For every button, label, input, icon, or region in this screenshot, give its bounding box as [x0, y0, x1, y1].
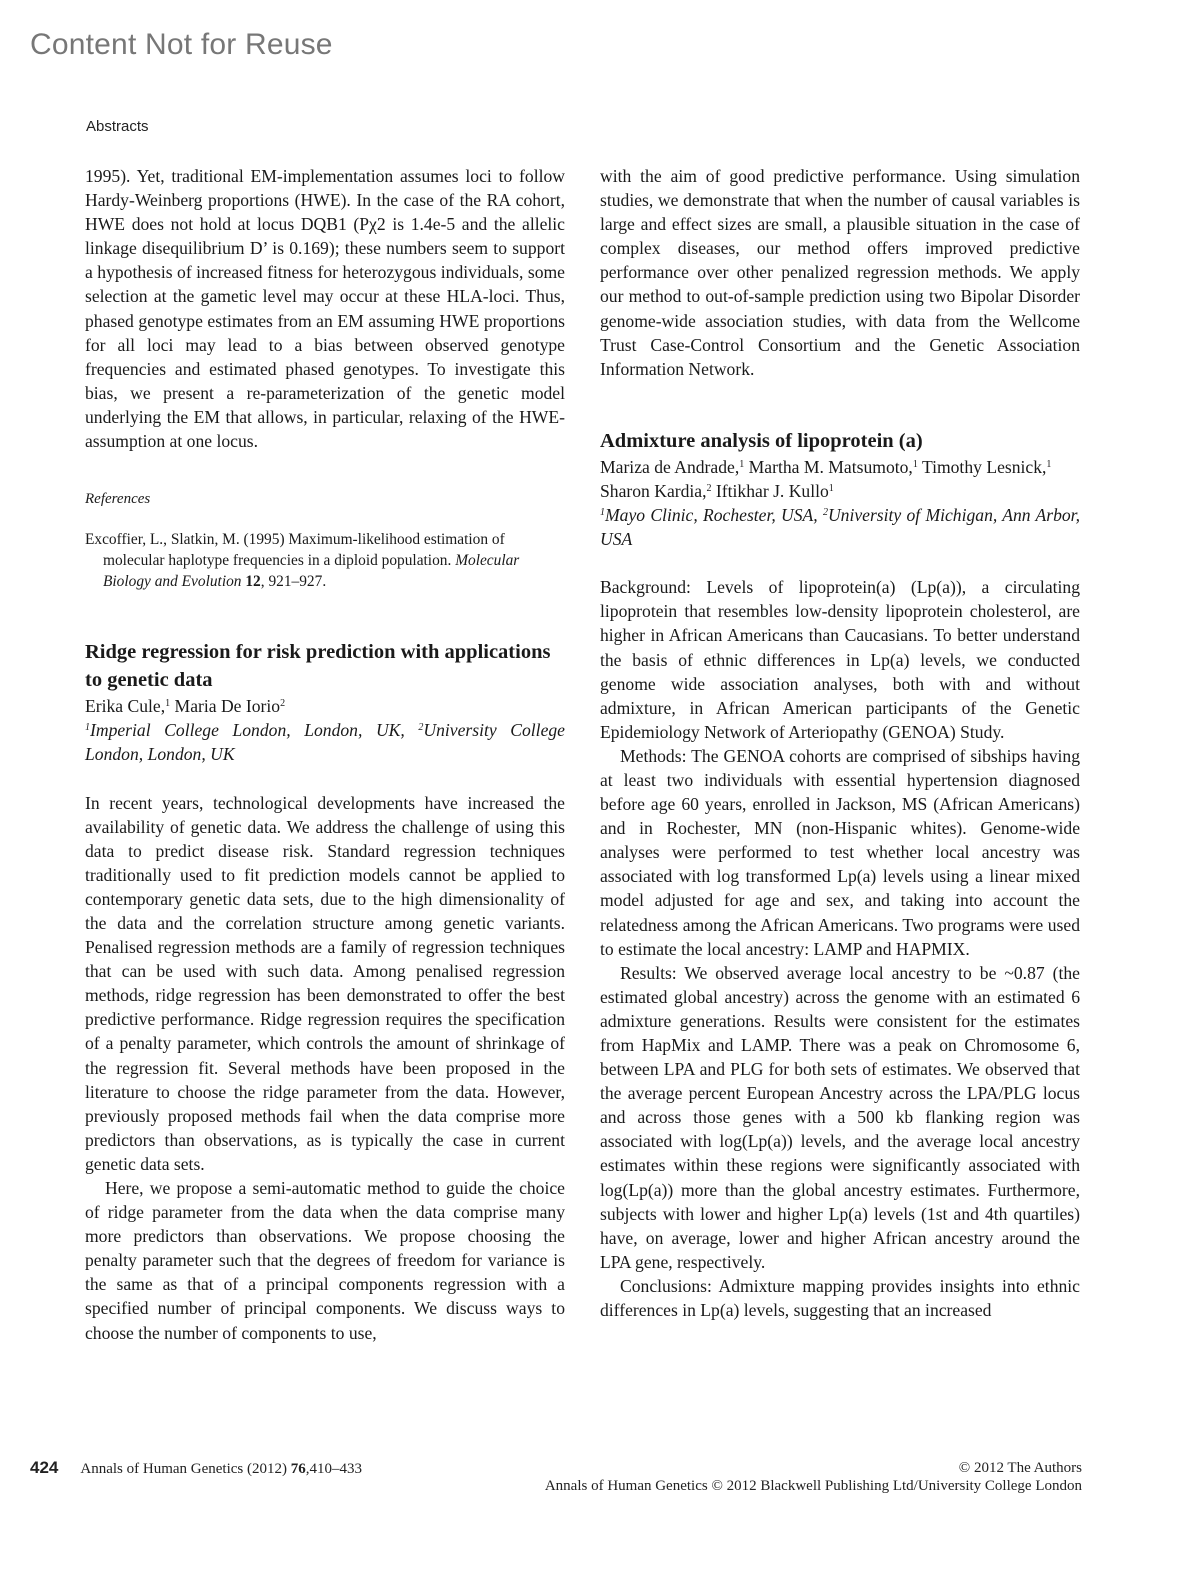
- affiliation-superscript: 1: [600, 507, 605, 519]
- affiliation: Imperial College London, London, UK,: [90, 720, 405, 741]
- reference-pages: , 921–927.: [260, 573, 327, 591]
- right-column: [600, 164, 1080, 1322]
- abstract-paragraph: In recent years, technological developments have increased the availability of genetic data. We address the challenge of using this data to predict disease risk. Standard regression techniques traditionally used to fit prediction models cannot be applied to contemporary genetic data sets, due to the high dimensionality of the data and the correlation structure among genetic variants. Penalised regression methods are a family of regression techniques that can be used with such data. Among penalised regression methods, ridge regression has been demonstrated to offer the best predictive performance. Ridge regression requires the specification of a penalty parameter, which controls the amount of shrinkage of the regression fit. Several methods have been proposed in the literature to choose the ridge parameter from the data. However, previously proposed methods fail when the data comprise more predictors than observations, as is typically the case in current genetic data sets.: [85, 792, 565, 1174]
- footer-pages: ,410–433: [305, 1461, 362, 1477]
- author-name: Mariza de Andrade,: [600, 456, 740, 477]
- author-superscript: 1: [739, 458, 745, 470]
- affiliation-superscript: 2: [418, 722, 424, 734]
- article-title: Admixture analysis of lipoprotein (a): [600, 429, 923, 452]
- author-superscript: 1: [1046, 458, 1052, 470]
- author-name: Iftikhar J. Kullo: [715, 480, 829, 501]
- abstract-conclusions: Conclusions: Admixture mapping provides insights into ethnic differences in Lp(a) levels, suggesting that an increased: [600, 1275, 1080, 1321]
- page-number: 424: [30, 1458, 59, 1477]
- abstract-results: Results: We observed average local ancestry to be ~0.87 (the estimated global ancestry) across the genome with an estimated 6 admixture generations. Results were consistent for the estimates from HapMix and LAMP. There was a peak on Chromosome 6, between LPA and PLG for both sets of estimates. We observed that the average percent European Ancestry across the LPA/PLG locus and across those genes with a 500 kb flanking region was associated with log(Lp(a)) levels, and the average local ancestry estimates within these regions were significantly associated with log(Lp(a)) more than the global ancestry estimates. Furthermore, subjects with lower and higher Lp(a) levels (1st and 4th quartiles) have, on average, lower and higher African ancestry around the LPA gene, respectively.: [600, 962, 1080, 1272]
- author-name: Maria De Iorio: [174, 696, 281, 717]
- footer-copyright: © 2012 The Authors: [958, 1460, 1082, 1476]
- watermark: Content Not for Reuse: [30, 28, 333, 61]
- author-name: Sharon Kardia,: [600, 480, 707, 501]
- author-name: Martha M. Matsumoto,: [748, 456, 913, 477]
- section-label: Abstracts: [86, 118, 149, 135]
- abstract-background: Background: Levels of lipoprotein(a) (Lp(a)), a circulating lipoprotein that resembles low-density lipoprotein cholesterol, are higher in African Americans than Caucasians. To better understand the basis of ethnic differences in Lp(a) levels, we conducted genome wide association analyses, both with and without admixture, in African American participants of the Genetic Epidemiology Network of Arteriopathy (GENOA) Study.: [600, 577, 1080, 742]
- article-affiliations: [600, 503, 1080, 551]
- footer-volume: 76: [290, 1461, 306, 1477]
- author-superscript: 1: [912, 458, 918, 470]
- affiliation-superscript: 2: [822, 507, 828, 519]
- left-column: [85, 164, 565, 1345]
- article-affiliations: [85, 718, 565, 766]
- reference-entry: [85, 529, 565, 592]
- article-authors: [85, 694, 565, 718]
- author-superscript: 1: [828, 482, 834, 494]
- author-name: Erika Cule,: [85, 696, 166, 717]
- author-superscript: 1: [165, 698, 171, 710]
- author-superscript: 2: [280, 698, 286, 710]
- affiliation-superscript: 1: [85, 722, 90, 734]
- affiliation: University College London, London, UK: [85, 720, 565, 765]
- abstract-methods: Methods: The GENOA cohorts are comprised of sibships having at least two individuals with essential hypertension diagnosed before age 60 years, enrolled in Jackson, MS (African Americans) and in Rochester, MN (non-Hispanic whites). Genome-wide analyses were performed to test whether local ancestry was associated with log transformed Lp(a) levels using a linear mixed model adjusted for age and sex, and taking into account the relatedness among the African Americans. Two programs were used to estimate the local ancestry: LAMP and HAPMIX.: [600, 745, 1080, 959]
- footer-publisher: Annals of Human Genetics © 2012 Blackwell Publishing Ltd/University College London: [544, 1478, 1082, 1494]
- continuation-paragraph: with the aim of good predictive performance. Using simulation studies, we demonstrate that when the number of causal variables is large and effect sizes are small, a plausible situation in the case of complex diseases, our method offers improved predictive performance over other penalized regression methods. We apply our method to out-of-sample prediction using two Bipolar Disorder genome-wide association studies, with data from the Wellcome Trust Case-Control Consortium and the Genetic Association Information Network.: [600, 166, 1080, 379]
- references-heading: References: [85, 491, 151, 508]
- reference-text: Excoffier, L., Slatkin, M. (1995) Maximum-likelihood estimation of molecular haplotype frequencies in a diploid population.: [85, 531, 505, 570]
- affiliation: Mayo Clinic, Rochester, USA,: [605, 505, 818, 526]
- author-superscript: 2: [706, 482, 712, 494]
- reference-journal: Molecular Biology and Evolution: [103, 552, 520, 591]
- continuation-paragraph: 1995). Yet, traditional EM-implementation assumes loci to follow Hardy-Weinberg proportions (HWE). In the case of the RA cohort, HWE does not hold at locus DQB1 (Pχ2 is 1.4e-5 and the allelic linkage disequilibrium D’ is 0.169); these numbers seem to support a hypothesis of increased fitness for heterozygous individuals, some selection at the gametic level may occur at these HLA-loci. Thus, phased genotype estimates from an EM assuming HWE proportions for all loci may lead to a bias between observed genotype frequencies and estimated phased genotypes. To investigate this bias, we present a re-parameterization of the genetic model underlying the EM that allows, in particular, relaxing of the HWE-assumption at one locus.: [85, 166, 565, 452]
- author-name: Timothy Lesnick,: [921, 456, 1047, 477]
- footer-left: [30, 1458, 362, 1478]
- footer-right: [545, 1459, 1082, 1495]
- footer-journal: Annals of Human Genetics (2012): [80, 1461, 287, 1477]
- article-authors: [600, 455, 1080, 503]
- article-title: Ridge regression for risk prediction with applications to genetic data: [85, 641, 551, 692]
- abstract-paragraph: Here, we propose a semi-automatic method to guide the choice of ridge parameter from the data when the data comprise many more predictors than observations. We propose choosing the penalty parameter such that the degrees of freedom for variance is the same as that of a principal components regression with a specified number of principal components. We discuss ways to choose the number of components to use,: [85, 1178, 565, 1343]
- reference-volume: 12: [245, 573, 261, 591]
- affiliation: University of Michigan, Ann Arbor, USA: [600, 505, 1080, 550]
